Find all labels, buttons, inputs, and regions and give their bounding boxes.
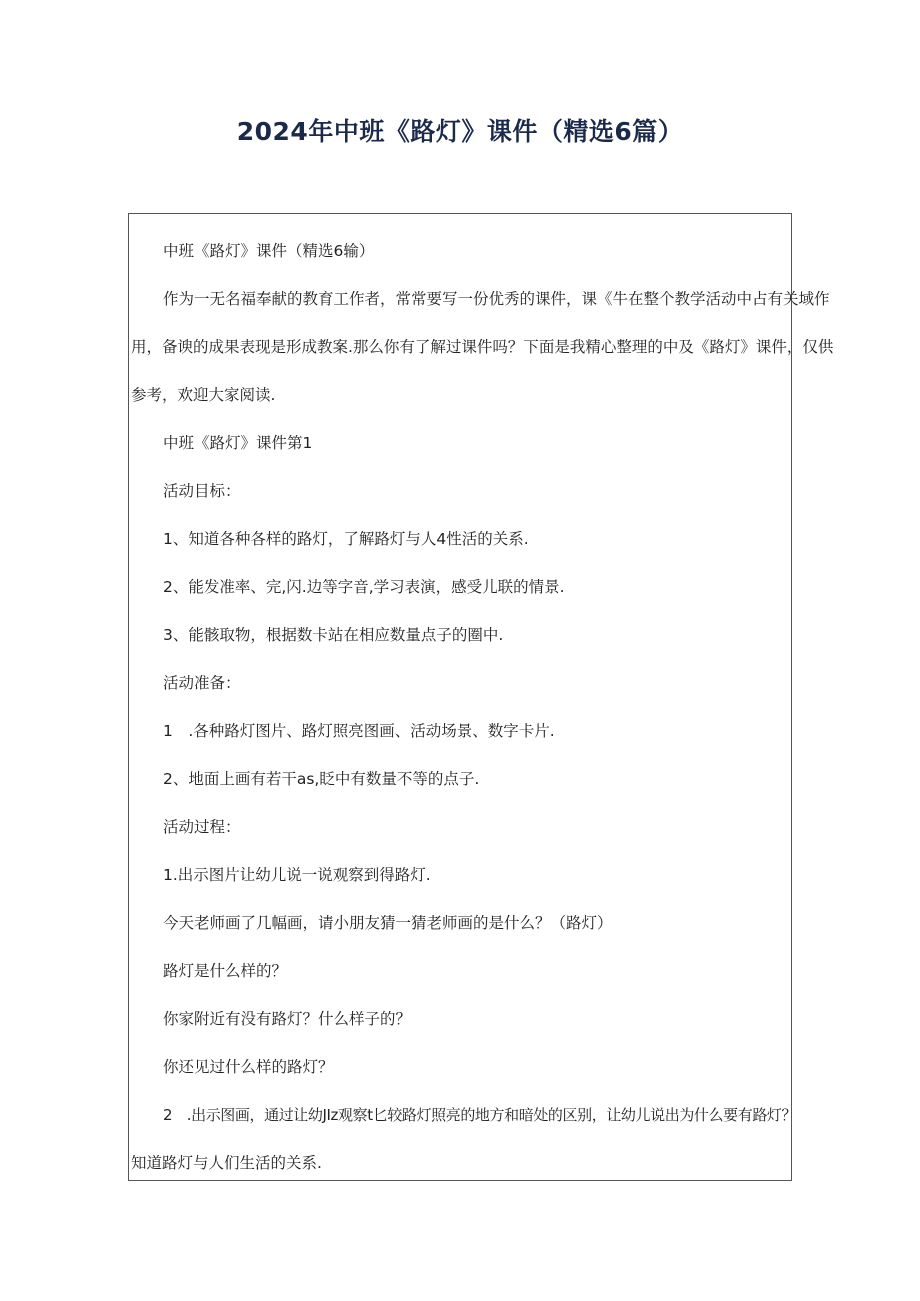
text-line: 活动目标： <box>163 482 241 500</box>
text-line: 路灯是什么样的？ <box>163 962 288 980</box>
content-box <box>128 213 834 1181</box>
text-line: 知道路灯与人们生活的关系. <box>131 1154 322 1172</box>
list-item: 1 .各种路灯图片、路灯照亮图画、活动场景、数字卡片. <box>163 722 555 740</box>
list-item: 1.出示图片让幼儿说一说观察到得路灯. <box>163 866 431 884</box>
list-item: 2、能发准率、完,闪.边等字音,学习表演，感受儿联的情景. <box>163 578 565 596</box>
list-item: 2 .出示图画，通过让幼JIz观察t匕较路灯照亮的地方和暗处的区别，让幼儿说出为什么要有路灯？ <box>163 1106 797 1124</box>
text-line: 中班《路灯》课件（精选6输） <box>163 242 375 260</box>
list-item: 1、知道各种各样的路灯，了解路灯与人4性活的关系. <box>163 530 529 548</box>
text-line: 活动过程： <box>163 818 241 836</box>
list-item: 2、地面上画有若干as,眨中有数量不等的点子. <box>163 770 480 788</box>
list-item: 3、能骸取物，根据数卡站在相应数量点子的圈中. <box>163 626 504 644</box>
document-title: 2024年中班《路灯》课件（精选6篇） <box>236 117 684 146</box>
text-line: 作为一无名福奉献的教育工作者，常常要写一份优秀的课件，课《牛在整个教学活动中占有关域作 <box>163 290 830 308</box>
section-heading: 中班《路灯》课件第1 <box>163 434 313 452</box>
text-line: 用，备谀的成果表现是形成教案.那么你有了解过课件吗？下面是我精心整理的中及《路灯》课件，仅供 <box>131 338 834 356</box>
text-line: 活动准备： <box>163 674 241 692</box>
text-line: 参考，欢迎大家阅读. <box>131 386 276 404</box>
text-line: 今天老师画了几幅画，请小朋友猜一猜老师画的是什么？（路灯） <box>163 914 613 932</box>
text-line: 你家附近有没有路灯？什么样子的？ <box>163 1010 412 1028</box>
text-line: 你还见过什么样的路灯？ <box>163 1058 334 1076</box>
